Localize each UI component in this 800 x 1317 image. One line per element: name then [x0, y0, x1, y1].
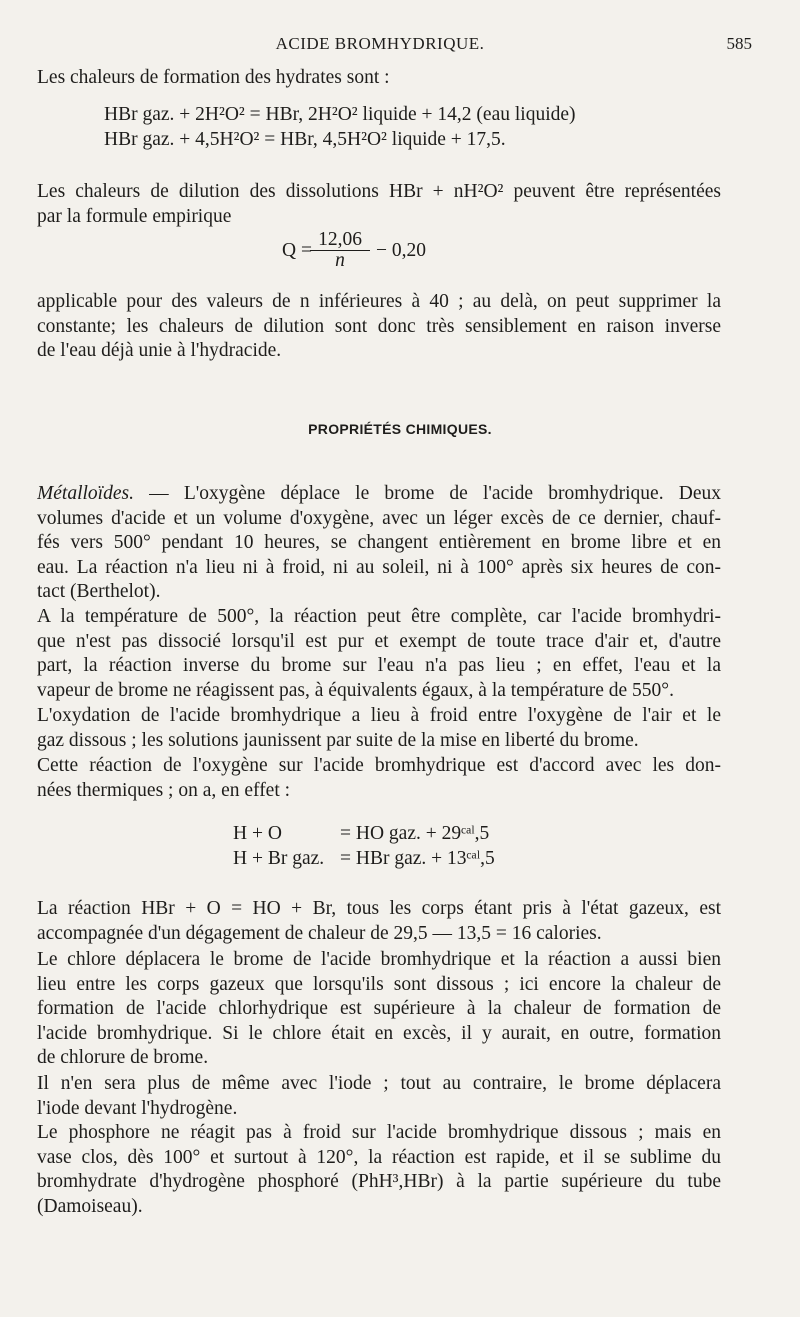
text-line: Le chlore déplacera le brome de l'acide bromhydrique et la réaction a aussi bien	[37, 949, 721, 970]
text-line: Le phosphore ne réagit pas à froid sur l'acide bromhydrique dissous ; mais en	[37, 1122, 721, 1143]
text-line: L'oxydation de l'acide bromhydrique a lieu à froid entre l'oxygène de l'air et le	[37, 705, 721, 726]
text-line: l'iode devant l'hydrogène.	[37, 1097, 238, 1119]
applicable-paragraph	[37, 290, 721, 364]
text-line: part, la réaction inverse du brome sur l'eau n'a pas lieu ; en effet, l'eau et la	[37, 655, 721, 677]
formula-denominator: n	[335, 250, 345, 271]
text-line: tact (Berthelot).	[37, 581, 161, 603]
dilution-formula	[282, 230, 482, 270]
text-line: de l'eau déjà unie à l'hydracide.	[37, 340, 282, 362]
text-line: eau. La réaction n'a lieu ni à froid, ni au soleil, ni à 100° après six heures de con-	[37, 556, 721, 578]
formula-numerator: 12,06	[310, 230, 370, 251]
formula-rhs: − 0,20	[376, 240, 426, 261]
thermo-eq-right-2: = HBr gaz. + 13ᶜᵃˡ,5	[340, 848, 495, 869]
text-line: accompagnée d'un dégagement de chaleur de 29,5 — 13,5 = 16 calories.	[37, 922, 602, 944]
paragraph-lead: Métalloïdes.	[37, 483, 134, 504]
running-header	[48, 34, 752, 58]
section-heading: PROPRIÉTÉS CHIMIQUES.	[308, 421, 492, 437]
text-line: volumes d'acide et un volume d'oxygène, avec un léger excès de ce dernier, chauf-	[37, 507, 721, 529]
formula-lhs: Q =	[282, 240, 312, 261]
page-number: 585	[726, 34, 752, 53]
text-line: fés vers 500° pendant 10 heures, se changent entièrement en brome libre et en	[37, 532, 721, 554]
hydrate-equation-2: HBr gaz. + 4,5H²O² = HBr, 4,5H²O² liquide + 17,5.	[104, 129, 506, 150]
intro-paragraph	[37, 66, 721, 91]
text-line: A la température de 500°, la réaction peut être complète, car l'acide bromhydri-	[37, 606, 721, 627]
hydrate-equation-1: HBr gaz. + 2H²O² = HBr, 2H²O² liquide + 14,2 (eau liquide)	[104, 104, 576, 125]
oxydation-paragraph	[37, 704, 721, 753]
text-line: lieu entre les corps gazeux que lorsqu'ils sont dissous ; ici encore la chaleur de	[37, 973, 721, 995]
text-line: que n'est pas dissocié lorsqu'il est pur et exempt de toute trace d'air et, d'autre	[37, 630, 721, 652]
formula-fraction	[310, 230, 370, 271]
text-line: vapeur de brome ne réagissent pas, à équivalents égaux, à la température de 550°.	[37, 679, 674, 701]
dilution-paragraph	[37, 180, 721, 229]
text-line: vase clos, dès 100° et surtout à 120°, la réaction est rapide, et il se sublime du	[37, 1146, 721, 1168]
text-line: applicable pour des valeurs de n inférieures à 40 ; au delà, on peut supprimer la	[37, 291, 721, 312]
text-line: de chlorure de brome.	[37, 1047, 209, 1069]
phosphore-paragraph	[37, 1121, 721, 1219]
temperature-paragraph	[37, 605, 721, 703]
text-line: l'acide bromhydrique. Si le chlore était en excès, il y aurait, en outre, formation	[37, 1022, 721, 1044]
metalloides-paragraph	[37, 482, 721, 605]
reaction-paragraph	[37, 897, 721, 946]
text-line: bromhydrate d'hydrogène phosphoré (PhH³,HBr) à la partie supérieure du tube	[37, 1171, 721, 1193]
accord-paragraph	[37, 754, 721, 803]
text-line: Les chaleurs de dilution des dissolutions HBr + nH²O² peuvent être représentées	[37, 181, 721, 202]
header-title: ACIDE BROMHYDRIQUE.	[275, 34, 485, 53]
text-span: — L'oxygène déplace le brome de l'acide bromhydrique. Deux	[149, 483, 721, 504]
text-line: La réaction HBr + O = HO + Br, tous les corps étant pris à l'état gazeux, est	[37, 898, 721, 919]
text-line: Il n'en sera plus de même avec l'iode ; tout au contraire, le brome déplacera	[37, 1073, 721, 1094]
text-line: Cette réaction de l'oxygène sur l'acide bromhydrique est d'accord avec les don-	[37, 755, 721, 776]
thermo-eq-right-1: = HO gaz. + 29ᶜᵃˡ,5	[340, 823, 490, 844]
text-line: constante; les chaleurs de dilution sont donc très sensiblement en raison inverse	[37, 315, 721, 337]
iode-paragraph	[37, 1072, 721, 1121]
text-line	[37, 482, 721, 507]
text-line: par la formule empirique	[37, 205, 232, 227]
text-line: nées thermiques ; on a, en effet :	[37, 779, 291, 801]
text-line: Les chaleurs de formation des hydrates sont :	[37, 67, 390, 88]
text-line: gaz dissous ; les solutions jaunissent par suite de la mise en liberté du brome.	[37, 729, 639, 751]
chlore-paragraph	[37, 948, 721, 1071]
text-line: (Damoiseau).	[37, 1195, 143, 1217]
thermo-eq-left-2: H + Br gaz.	[233, 848, 325, 869]
thermo-eq-left-1: H + O	[233, 823, 282, 844]
text-line: formation de l'acide chlorhydrique est supérieure à la chaleur de formation de	[37, 998, 721, 1020]
